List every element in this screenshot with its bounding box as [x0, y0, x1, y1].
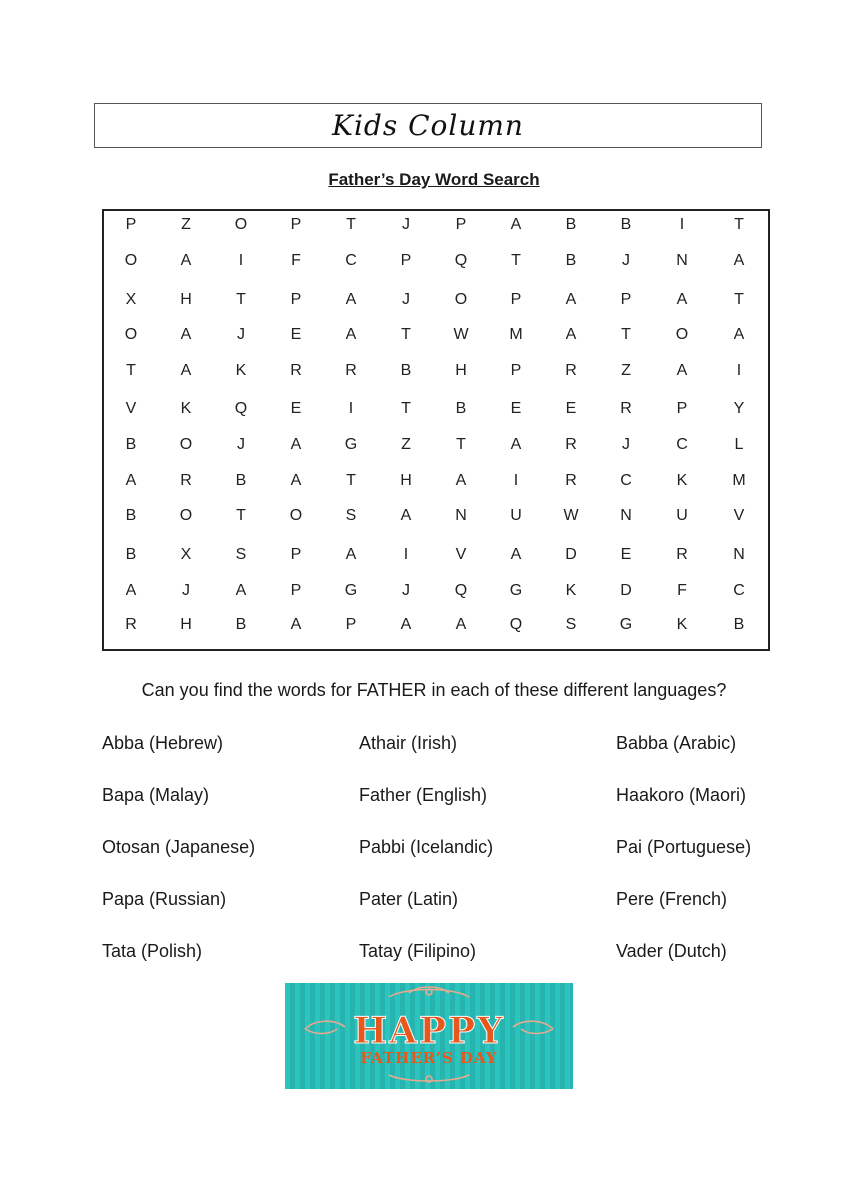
- grid-letter: J: [622, 436, 630, 453]
- grid-letter: V: [733, 507, 745, 524]
- grid-letter: O: [179, 507, 193, 524]
- grid-letter: P: [400, 252, 412, 269]
- grid-letter: F: [677, 582, 687, 599]
- grid-letter: B: [235, 616, 247, 633]
- grid-letter: X: [125, 291, 137, 308]
- grid-letter: A: [455, 616, 467, 633]
- grid-letter: J: [402, 291, 410, 308]
- grid-letter: E: [290, 326, 302, 343]
- grid-letter: S: [565, 616, 577, 633]
- grid-letter: Q: [454, 582, 468, 599]
- grid-letter: A: [733, 252, 745, 269]
- grid-letter: A: [510, 436, 522, 453]
- grid-letter: N: [676, 252, 688, 269]
- grid-letter: P: [290, 546, 302, 563]
- grid-letter: G: [509, 582, 523, 599]
- grid-letter: N: [733, 546, 745, 563]
- grid-letter: J: [402, 216, 410, 233]
- grid-letter: E: [510, 400, 522, 417]
- grid-letter: T: [734, 216, 744, 233]
- grid-letter: G: [344, 436, 358, 453]
- happy-fathers-day-banner: [285, 983, 573, 1089]
- grid-letter: C: [733, 582, 745, 599]
- banner-happy-text: HAPPY: [353, 1010, 505, 1052]
- grid-letter: O: [234, 216, 248, 233]
- language-item: Haakoro (Maori): [616, 785, 747, 805]
- grid-letter: P: [290, 216, 302, 233]
- grid-letter: B: [565, 216, 577, 233]
- grid-letter: R: [125, 616, 137, 633]
- grid-letter: D: [565, 546, 577, 563]
- grid-letter: U: [676, 507, 688, 524]
- grid-letter: B: [455, 400, 467, 417]
- grid-letter: N: [455, 507, 467, 524]
- grid-letter: Z: [181, 216, 191, 233]
- grid-letter: B: [125, 436, 137, 453]
- grid-letter: A: [733, 326, 745, 343]
- grid-letter: X: [180, 546, 192, 563]
- language-item: Abba (Hebrew): [102, 733, 224, 753]
- header-title: Kids Column: [332, 109, 524, 142]
- grid-letter: T: [126, 362, 136, 379]
- grid-letter: Q: [454, 252, 468, 269]
- grid-letter: I: [348, 400, 354, 417]
- grid-letter: I: [736, 362, 742, 379]
- grid-letter: A: [676, 291, 688, 308]
- grid-letter: T: [346, 216, 356, 233]
- grid-letter: J: [182, 582, 190, 599]
- language-item: Otosan (Japanese): [102, 837, 256, 857]
- grid-letter: W: [563, 507, 579, 524]
- grid-letter: A: [290, 472, 302, 489]
- grid-letter: E: [290, 400, 302, 417]
- grid-letter: B: [400, 362, 412, 379]
- grid-letter: F: [291, 252, 301, 269]
- grid-letter: H: [180, 616, 192, 633]
- grid-letter: S: [345, 507, 357, 524]
- grid-letter: K: [235, 362, 247, 379]
- grid-letter: E: [620, 546, 632, 563]
- grid-letter: I: [403, 546, 409, 563]
- grid-letter: T: [401, 326, 411, 343]
- grid-letter: A: [125, 582, 137, 599]
- grid-letter: H: [400, 472, 412, 489]
- grid-letter: I: [679, 216, 685, 233]
- grid-letter: A: [345, 291, 357, 308]
- grid-letter: B: [125, 507, 137, 524]
- grid-letter: O: [675, 326, 689, 343]
- grid-letter: P: [290, 291, 302, 308]
- grid-letter: R: [290, 362, 302, 379]
- grid-letter: A: [400, 507, 412, 524]
- grid-letter: T: [401, 400, 411, 417]
- grid-letter: A: [565, 326, 577, 343]
- grid-letter: A: [510, 546, 522, 563]
- language-item: Pai (Portuguese): [616, 837, 752, 857]
- grid-letter: V: [125, 400, 137, 417]
- grid-letter: G: [344, 582, 358, 599]
- language-item: Tata (Polish): [102, 941, 203, 961]
- grid-letter: N: [620, 507, 632, 524]
- grid-letter: C: [620, 472, 632, 489]
- grid-letter: O: [289, 507, 303, 524]
- grid-letter: B: [565, 252, 577, 269]
- language-item: Pere (French): [616, 889, 728, 909]
- grid-letter: A: [400, 616, 412, 633]
- grid-letter: T: [346, 472, 356, 489]
- grid-letter: T: [236, 291, 246, 308]
- grid-letter: T: [734, 291, 744, 308]
- grid-letter: A: [455, 472, 467, 489]
- grid-letter: B: [235, 472, 247, 489]
- grid-letter: H: [180, 291, 192, 308]
- language-item: Athair (Irish): [359, 733, 458, 753]
- grid-letter: J: [237, 326, 245, 343]
- grid-letter: K: [676, 472, 688, 489]
- grid-letter: U: [510, 507, 522, 524]
- grid-letter: B: [620, 216, 632, 233]
- grid-letter: I: [513, 472, 519, 489]
- grid-letter: A: [235, 582, 247, 599]
- grid-letter: G: [619, 616, 633, 633]
- grid-letter: P: [455, 216, 467, 233]
- grid-letter: O: [124, 252, 138, 269]
- page-subtitle: Father’s Day Word Search: [328, 170, 540, 189]
- instructions-question: Can you find the words for FATHER in each of these different languages?: [141, 680, 727, 700]
- grid-letter: A: [125, 472, 137, 489]
- banner-fathers-day-text: FATHER’S DAY: [360, 1049, 498, 1067]
- grid-letter: K: [565, 582, 577, 599]
- grid-letter: A: [180, 326, 192, 343]
- grid-letter: B: [733, 616, 745, 633]
- grid-letter: R: [565, 362, 577, 379]
- grid-letter: A: [180, 362, 192, 379]
- grid-letter: J: [237, 436, 245, 453]
- grid-letter: O: [179, 436, 193, 453]
- grid-letter: Y: [733, 400, 745, 417]
- word-search-grid: [102, 209, 770, 651]
- grid-letter: T: [456, 436, 466, 453]
- grid-letter: A: [180, 252, 192, 269]
- grid-letter: A: [290, 436, 302, 453]
- grid-letter: P: [290, 582, 302, 599]
- grid-letter: J: [402, 582, 410, 599]
- grid-letter: K: [180, 400, 192, 417]
- language-item: Vader (Dutch): [616, 941, 727, 961]
- grid-letter: R: [565, 472, 577, 489]
- grid-letter: K: [676, 616, 688, 633]
- grid-letter: Z: [621, 362, 631, 379]
- grid-letter: T: [621, 326, 631, 343]
- grid-letter: V: [455, 546, 467, 563]
- grid-letter: A: [676, 362, 688, 379]
- grid-letter: D: [620, 582, 632, 599]
- grid-letter: B: [125, 546, 137, 563]
- grid-letter: H: [455, 362, 467, 379]
- grid-letter: T: [236, 507, 246, 524]
- language-item: Father (English): [359, 785, 488, 805]
- grid-letter: R: [620, 400, 632, 417]
- grid-letter: R: [180, 472, 192, 489]
- header-box: [94, 103, 762, 148]
- grid-letter: O: [124, 326, 138, 343]
- grid-letter: T: [511, 252, 521, 269]
- grid-letter: E: [565, 400, 577, 417]
- grid-letter: R: [676, 546, 688, 563]
- grid-letter: W: [453, 326, 469, 343]
- grid-letter: J: [622, 252, 630, 269]
- language-item: Pater (Latin): [359, 889, 459, 909]
- language-item: Babba (Arabic): [616, 733, 737, 753]
- grid-letter: R: [565, 436, 577, 453]
- grid-letter: P: [510, 362, 522, 379]
- grid-letter: P: [345, 616, 357, 633]
- grid-letter: M: [509, 326, 523, 343]
- language-item: Pabbi (Icelandic): [359, 837, 494, 857]
- grid-letter: Q: [234, 400, 248, 417]
- grid-letter: C: [676, 436, 688, 453]
- language-item: Tatay (Filipino): [359, 941, 477, 961]
- grid-letter: O: [454, 291, 468, 308]
- grid-letter: A: [565, 291, 577, 308]
- grid-letter: L: [734, 436, 744, 453]
- grid-letter: Z: [401, 436, 411, 453]
- grid-letter: R: [345, 362, 357, 379]
- grid-letter: Q: [509, 616, 523, 633]
- grid-letter: A: [290, 616, 302, 633]
- grid-letter: I: [238, 252, 244, 269]
- grid-letter: P: [510, 291, 522, 308]
- grid-letter: A: [345, 326, 357, 343]
- grid-letter: C: [345, 252, 357, 269]
- grid-letter: P: [620, 291, 632, 308]
- grid-letter: A: [510, 216, 522, 233]
- grid-letter: M: [732, 472, 746, 489]
- grid-letter: P: [125, 216, 137, 233]
- grid-letter: S: [235, 546, 247, 563]
- language-item: Papa (Russian): [102, 889, 227, 909]
- grid-letter: A: [345, 546, 357, 563]
- language-item: Bapa (Malay): [102, 785, 210, 805]
- grid-letter: P: [676, 400, 688, 417]
